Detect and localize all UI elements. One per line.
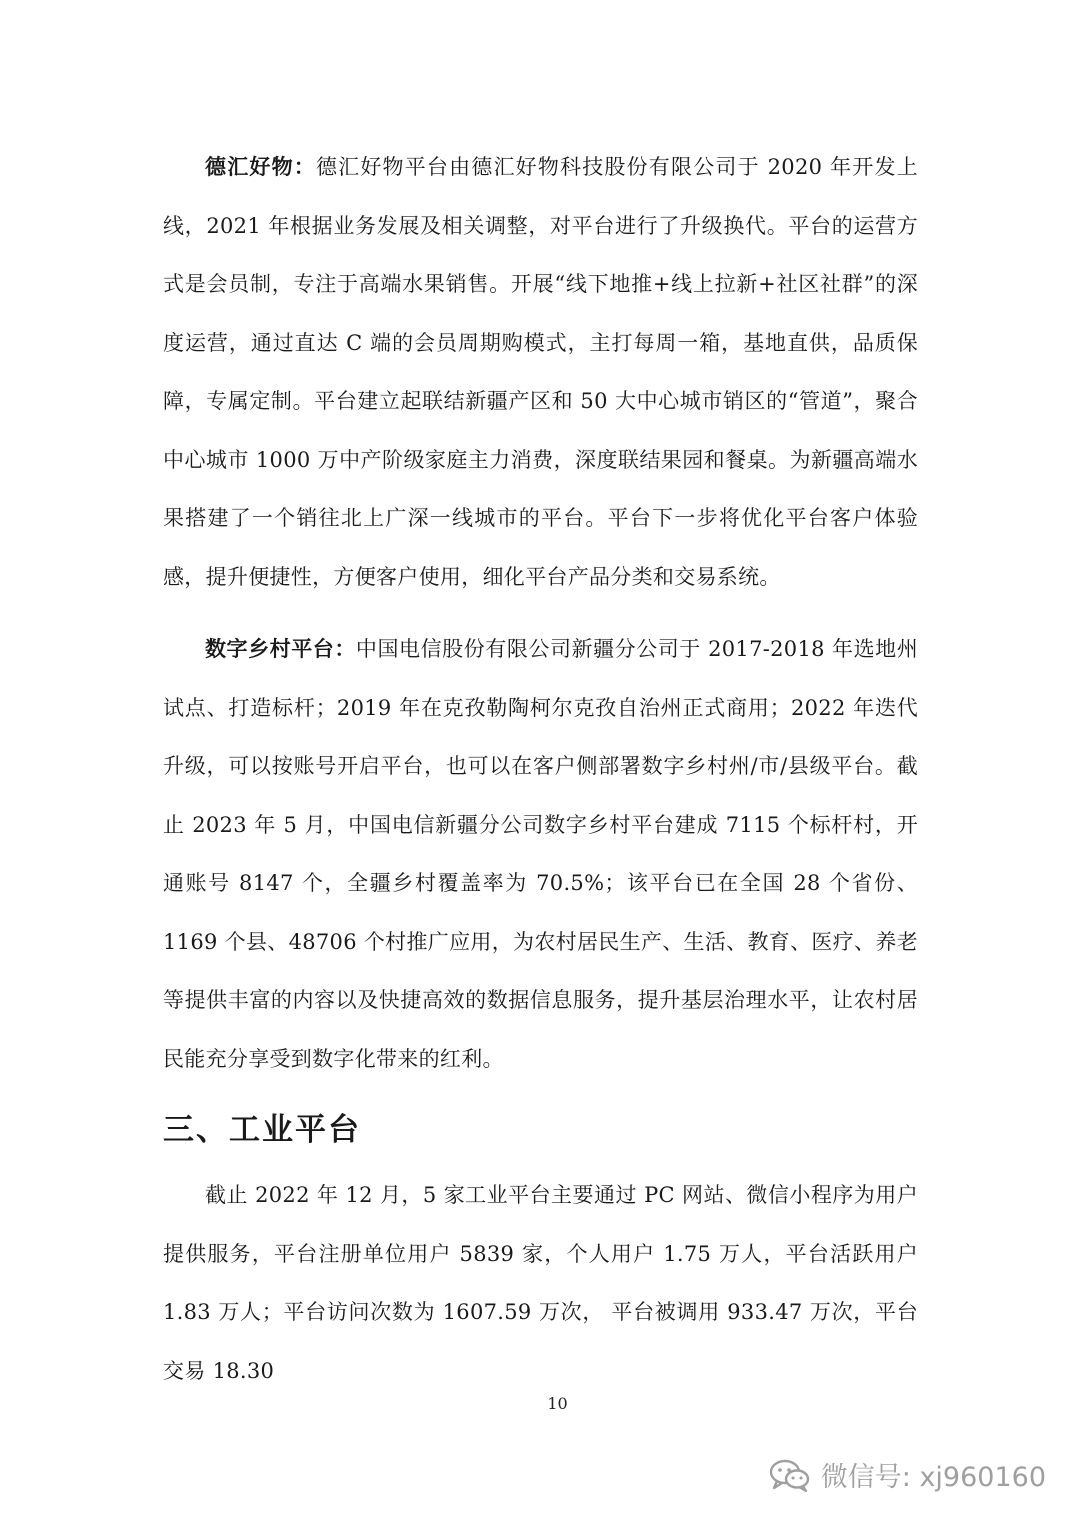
paragraph-lead: 数字乡村平台： <box>205 637 356 661</box>
section-heading: 三、工业平台 <box>163 1112 361 1148</box>
wechat-watermark <box>769 1455 1046 1494</box>
paragraph-dehui-haowu <box>163 138 918 606</box>
wechat-icon <box>769 1458 811 1492</box>
paragraph-industrial-platform: 截止 2022 年 12 月，5 家工业平台主要通过 PC 网站、微信小程序为用户提供服务，平台注册单位用户 5839 家，个人用户 1.75 万人，平台活跃用户 1.83 万人；平台访问次数为 1607.59 万次， 平台被调用 933.47 万次，平台交易 18.30 <box>163 1183 918 1383</box>
watermark-text: 微信号: xj960160 <box>820 1462 1046 1493</box>
page-number: 10 <box>547 1394 568 1413</box>
paragraph-lead: 德汇好物： <box>205 155 316 179</box>
page-content <box>163 138 918 1400</box>
paragraph-digital-village <box>163 620 918 1088</box>
paragraph-text: 中国电信股份有限公司新疆分公司于 2017-2018 年选地州试点、打造标杆；2019 年在克孜勒陶柯尔克孜自治州正式商用；2022 年迭代升级，可以按账号开启平台，也可以在客户侧部署数字乡村州/市/县级平台。截止 2023 年 5 月，中国电信新疆分公司数字乡村平台建成 7115 个标杆村，开通账号 8147 个，全疆乡村覆盖率为 70.5%；该平台已在全国 28 个省份、1169 个县、48706 个村推广应用，为农村居民生产、生活、教育、医疗、养老等提供丰富的内容以及快捷高效的数据信息服务，提升基层治理水平，让农村居民能充分享受到数字化带来的红利。 <box>163 637 918 1071</box>
paragraph-text: 德汇好物平台由德汇好物科技股份有限公司于 2020 年开发上线，2021 年根据业务发展及相关调整，对平台进行了升级换代。平台的运营方式是会员制，专注于高端水果销售。开展“线下地推+线上拉新+社区社群”的深度运营，通过直达 C 端的会员周期购模式，主打每周一箱，基地直供，品质保障，专属定制。平台建立起联结新疆产区和 50 大中心城市销区的“管道”，聚合中心城市 1000 万中产阶级家庭主力消费，深度联结果园和餐桌。为新疆高端水果搭建了一个销往北上广深一线城市的平台。平台下一步将优化平台客户体验感，提升便捷性，方便客户使用，细化平台产品分类和交易系统。 <box>163 155 918 589</box>
